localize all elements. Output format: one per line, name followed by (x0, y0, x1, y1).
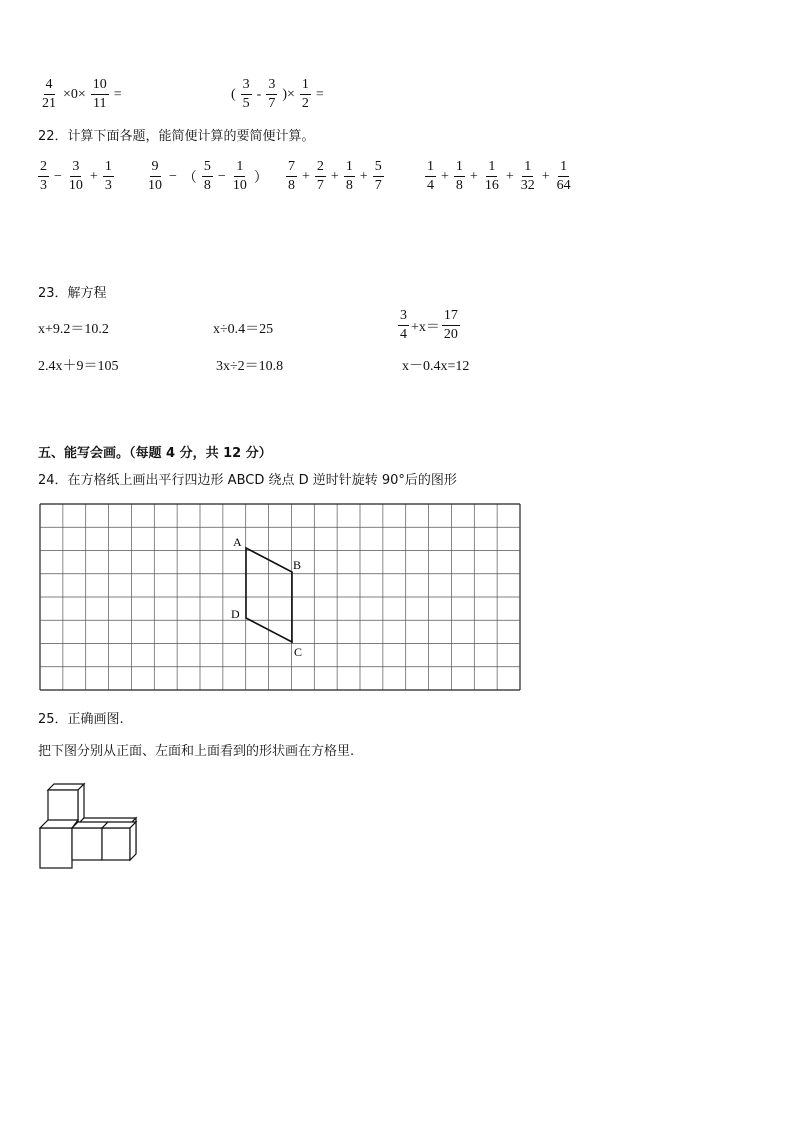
fraction: $\frac{1}{4}$ (427, 159, 434, 193)
fraction: $\frac{2}{7}$ (316, 159, 324, 193)
parallelogram-abcd (246, 548, 292, 642)
vertex-label-c: C (294, 645, 303, 659)
fraction: $\frac{4}{21}$ (42, 77, 56, 111)
fraction: $\frac{1}{8}$ (345, 159, 353, 193)
equation-6: x－0.4x=12 (402, 359, 470, 374)
vertex-label-d: D (231, 607, 240, 621)
q22-expression-b: $\frac{9}{10}$ − （ $\frac{5}{8}$ − $\frac{1}{10}$ ） (148, 159, 268, 193)
fraction: $\frac{7}{8}$ (288, 159, 295, 193)
fraction: $\frac{2}{3}$ (40, 159, 47, 193)
fraction: $\frac{3}{7}$ (268, 77, 276, 111)
grid-lines (40, 504, 520, 690)
question-22-title: 22．计算下面各题，能简便计算的要简便计算。 (38, 129, 315, 144)
fraction: $\frac{17}{20}$ (443, 308, 458, 342)
q22-expression-d: $\frac{1}{4}$ + $\frac{1}{8}$ + $\frac{1}{16}$ + $\frac{1}{32}$ + $\frac{1}{64}$ (427, 159, 571, 193)
fraction: $\frac{1}{64}$ (556, 159, 571, 193)
equation-3: $\frac{3}{4}$ +x＝ $\frac{17}{20}$ (400, 308, 458, 342)
cube-stack-figure (38, 776, 142, 874)
question-25-instruction: 把下图分别从正面、左面和上面看到的形状画在方格里. (38, 744, 355, 759)
fraction: $\frac{1}{32}$ (520, 159, 535, 193)
top-expression-2: ( $\frac{3}{5}$ - $\frac{3}{7}$ )× $\frac{1}{2}$ = (231, 77, 324, 111)
fraction: $\frac{5}{8}$ (203, 159, 211, 193)
question-25-title: 25．正确画图. (38, 712, 124, 727)
top-expression-1: $\frac{4}{21}$ ×0× $\frac{10}{11}$ = (42, 77, 122, 111)
cube-side-face (78, 784, 84, 824)
question-23-title: 23．解方程 (38, 286, 107, 301)
fraction: $\frac{3}{4}$ (400, 308, 407, 342)
cube-top-face (40, 820, 78, 828)
cube-front-face (102, 828, 130, 860)
q22-expression-c: $\frac{7}{8}$ + $\frac{2}{7}$ + $\frac{1}{8}$ + $\frac{5}{7}$ (288, 159, 382, 193)
cube-front-face (72, 828, 102, 860)
cube-front-face (40, 828, 72, 868)
section-5-title: 五、能写会画。（每题 4 分，共 12 分） (38, 446, 272, 461)
q22-expression-a: $\frac{2}{3}$ − $\frac{3}{10}$ + $\frac{1}{3}$ (40, 159, 112, 193)
question-24-title: 24．在方格纸上画出平行四边形 ABCD 绕点 D 逆时针旋转 90°后的图形 (38, 473, 457, 488)
fraction: $\frac{3}{5}$ (242, 77, 250, 111)
cube-side-face (130, 822, 136, 860)
fraction: $\frac{5}{7}$ (374, 159, 382, 193)
fraction: $\frac{9}{10}$ (148, 159, 162, 193)
fraction: $\frac{1}{3}$ (104, 159, 112, 193)
equation-1: x+9.2＝10.2 (38, 322, 109, 337)
fraction: $\frac{1}{16}$ (484, 159, 499, 193)
fraction: $\frac{1}{8}$ (455, 159, 463, 193)
vertex-label-a: A (233, 535, 242, 549)
grid-paper (38, 502, 522, 692)
vertex-label-b: B (293, 558, 302, 572)
fraction: $\frac{10}{11}$ (92, 77, 107, 111)
cube-front-face (48, 790, 78, 824)
equation-5: 3x÷2＝10.8 (216, 359, 284, 374)
equation-4: 2.4x＋9＝105 (38, 359, 119, 374)
equation-2: x÷0.4＝25 (213, 322, 274, 337)
fraction: $\frac{3}{10}$ (68, 159, 83, 193)
fraction: $\frac{1}{10}$ (232, 159, 247, 193)
fraction: $\frac{1}{2}$ (301, 77, 309, 111)
